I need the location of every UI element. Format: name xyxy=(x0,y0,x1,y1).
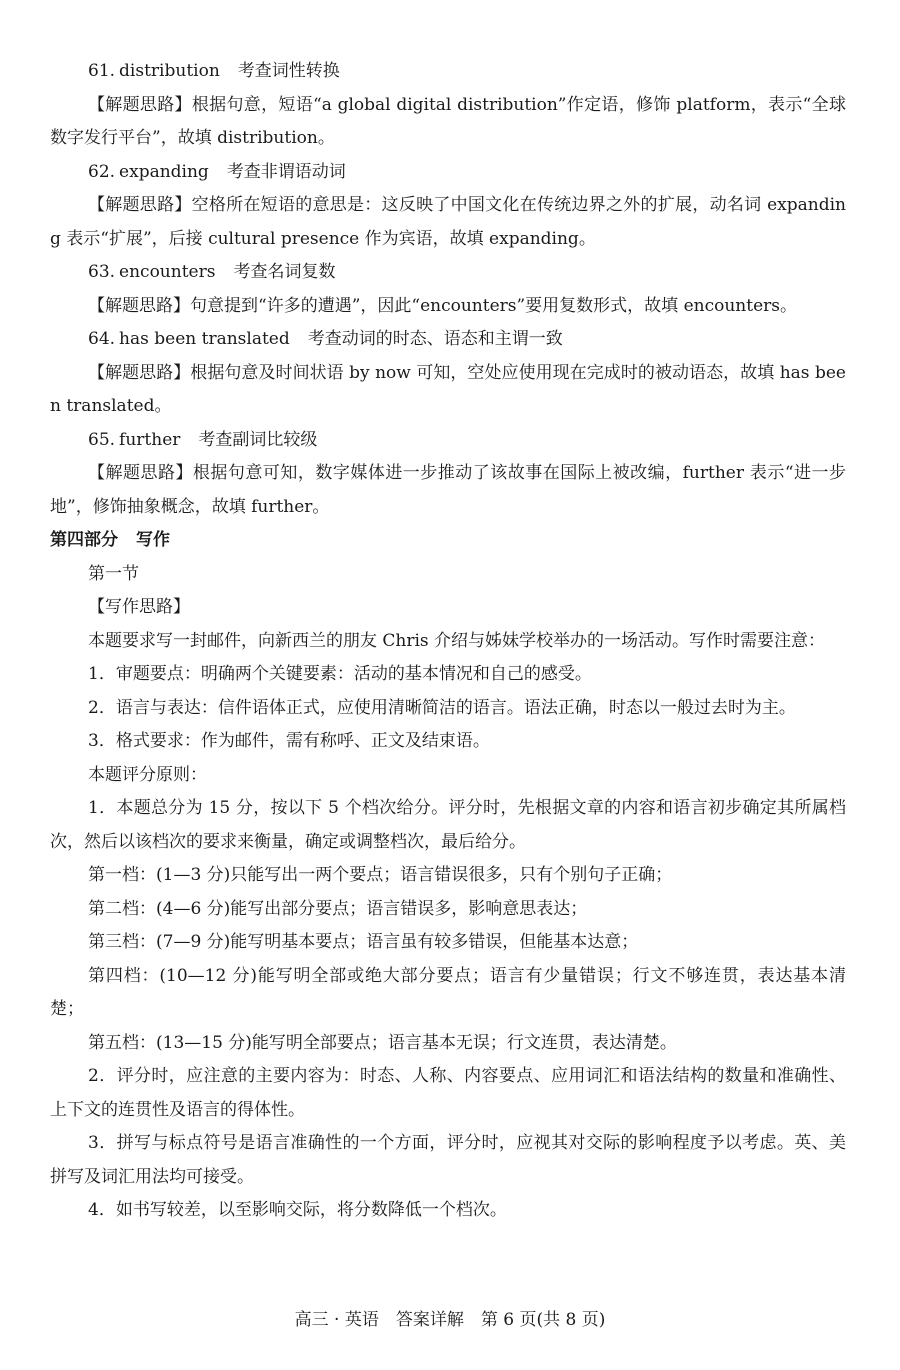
item-heading: 65. further 考查副词比较级 xyxy=(88,429,318,450)
topic: 考查词性转换 xyxy=(237,61,340,81)
item-64 xyxy=(50,323,846,424)
answer-page xyxy=(50,55,846,1228)
topic: 考查副词比较级 xyxy=(198,429,318,450)
subsection-title: 第一节 xyxy=(88,563,139,584)
scoring-item: 3．拼写与标点符号是语言准确性的一个方面，评分时，应视其对交际的影响程度予以考虑。英、美拼写及词汇用法均可接受。 xyxy=(50,1133,846,1187)
item-heading: 62. expanding 考查非谓语动词 xyxy=(88,161,346,182)
scoring-level: 第四档：(10—12 分)能写明全部或绝大部分要点；语言有少量错误；行文不够连贯，表达基本清楚； xyxy=(50,965,846,1019)
section-title: 第四部分 写作 xyxy=(50,530,170,550)
explanation: 【解题思路】空格所在短语的意思是：这反映了中国文化在传统边界之外的扩展，动名词 expanding 表示“扩展”，后接 cultural presence 作为宾语，故填 expanding。 xyxy=(50,195,846,249)
topic: 考查动词的时态、语态和主谓一致 xyxy=(307,329,563,349)
scoring-item: 2．评分时，应注意的主要内容为：时态、人称、内容要点、应用词汇和语法结构的数量和准确性、上下文的连贯性及语言的得体性。 xyxy=(50,1066,846,1120)
scoring-item: 4．如书写较差，以至影响交际，将分数降低一个档次。 xyxy=(88,1200,507,1220)
explanation: 【解题思路】根据句意及时间状语 by now 可知，空处应使用现在完成时的被动语态，故填 has been translated。 xyxy=(50,362,846,416)
explanation: 【解题思路】根据句意，短语“a global digital distribution”作定语，修饰 platform，表示“全球数字发行平台”，故填 distribution。 xyxy=(50,94,846,148)
scoring-level: 第三档：(7—9 分)能写明基本要点；语言虽有较多错误，但能基本达意； xyxy=(88,932,639,952)
note-item: 2．语言与表达：信件语体正式，应使用清晰简洁的语言。语法正确，时态以一般过去时为主。 xyxy=(88,697,796,718)
scoring-item: 1．本题总分为 15 分，按以下 5 个档次给分。评分时，先根据文章的内容和语言初步确定其所属档次，然后以该档次的要求来衡量，确定或调整档次，最后给分。 xyxy=(50,798,846,852)
answer: further xyxy=(119,429,181,450)
note-item: 3．格式要求：作为邮件，需有称呼、正文及结束语。 xyxy=(88,731,490,751)
approach-label: 【写作思路】 xyxy=(88,597,190,617)
item-heading: 64. has been translated 考查动词的时态、语态和主谓一致 xyxy=(88,329,563,349)
item-62 xyxy=(50,156,846,257)
item-61 xyxy=(50,55,846,156)
note-item: 1．审题要点：明确两个关键要素：活动的基本情况和自己的感受。 xyxy=(88,664,592,684)
scoring-level: 第二档：(4—6 分)能写出部分要点；语言错误多，影响意思表达； xyxy=(88,898,588,919)
answer: distribution xyxy=(119,61,220,81)
scoring-label: 本题评分原则： xyxy=(88,764,207,785)
page-footer: 高三 · 英语 答案详解 第 6 页(共 8 页) xyxy=(294,1310,606,1330)
topic: 考查名词复数 xyxy=(233,262,336,282)
answer: expanding xyxy=(119,161,209,182)
scoring-level: 第一档：(1—3 分)只能写出一两个要点；语言错误很多，只有个别句子正确； xyxy=(88,865,673,885)
item-heading: 63. encounters 考查名词复数 xyxy=(88,262,336,282)
item-heading: 61. distribution 考查词性转换 xyxy=(88,61,340,81)
item-63 xyxy=(50,256,846,323)
scoring-level: 第五档：(13—15 分)能写明全部要点；语言基本无误；行文连贯，表达清楚。 xyxy=(88,1032,677,1053)
explanation: 【解题思路】根据句意可知，数字媒体进一步推动了该故事在国际上被改编，further 表示“进一步地”，修饰抽象概念，故填 further。 xyxy=(50,463,846,517)
topic: 考查非谓语动词 xyxy=(226,161,346,182)
approach-intro: 本题要求写一封邮件，向新西兰的朋友 Chris 介绍与姊妹学校举办的一场活动。写作时需要注意： xyxy=(88,630,826,651)
answer: encounters xyxy=(119,262,216,282)
answer: has been translated xyxy=(119,329,290,349)
item-65 xyxy=(50,424,846,525)
explanation: 【解题思路】句意提到“许多的遭遇”，因此“encounters”要用复数形式，故填 encounters。 xyxy=(88,295,797,316)
